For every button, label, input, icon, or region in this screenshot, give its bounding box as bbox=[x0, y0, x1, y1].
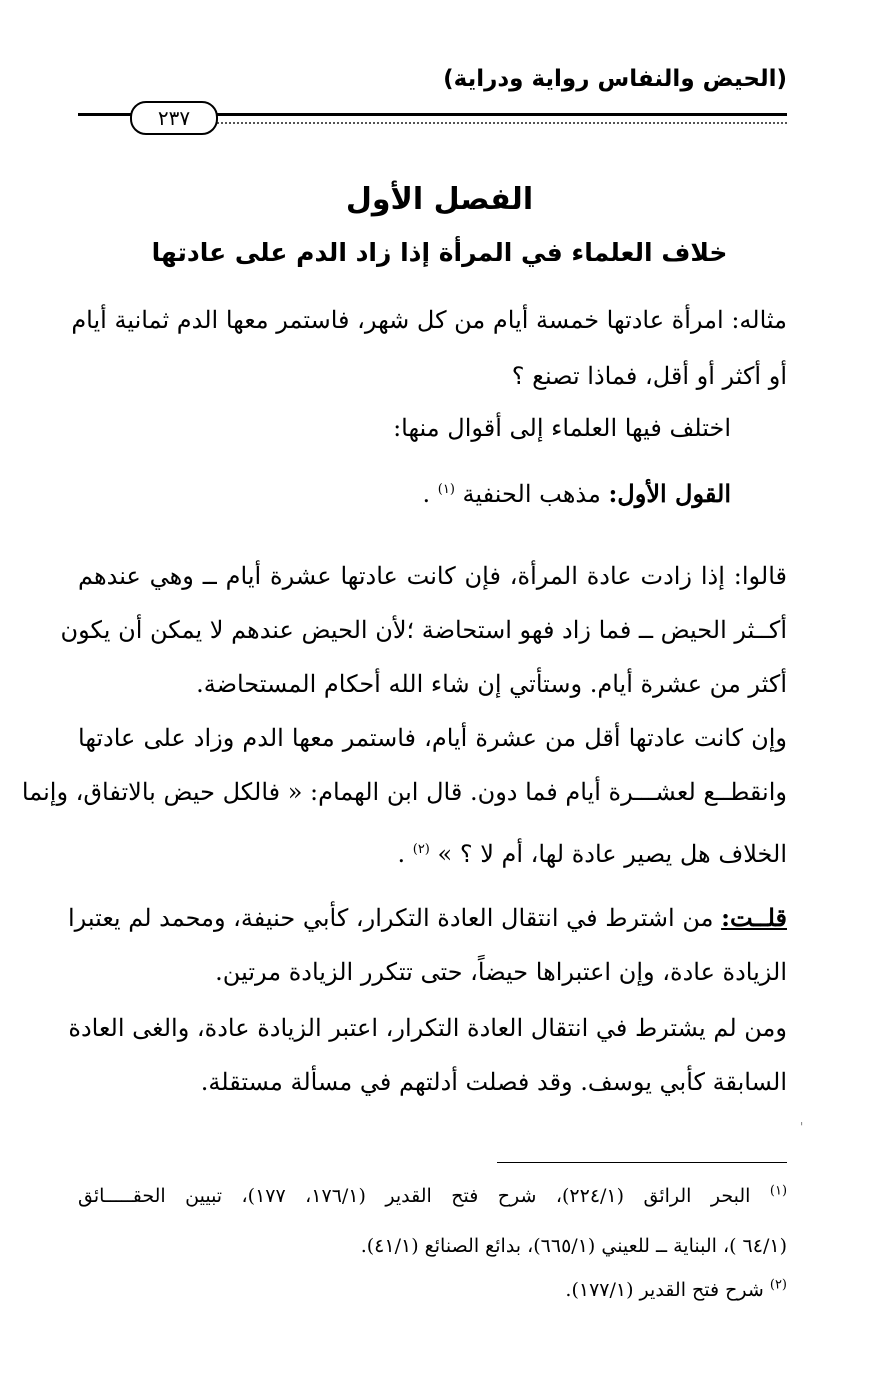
running-header-title: (الحيض والنفاس رواية ودراية) bbox=[443, 66, 787, 92]
body-line-2: أو أكثر أو أقل، فماذا تصنع ؟ bbox=[511, 362, 787, 390]
page-number-badge bbox=[130, 101, 218, 135]
body-line-3: اختلف فيها العلماء إلى أقوال منها: bbox=[393, 414, 731, 442]
first-opinion-label: القول الأول: bbox=[608, 479, 731, 508]
ibn-humam-quote-end: الخلاف هل يصير عادة لها، أم لا ؟ » bbox=[437, 840, 787, 868]
body-line-4-tail: . bbox=[422, 480, 438, 508]
chapter-subtitle: خلاف العلماء في المرأة إذا زاد الدم على عادتها bbox=[151, 238, 728, 267]
footnote-1-text-a: البحر الرائق (٢٢٤/١)، شرح فتح القدير (١٧٦/١، ١٧٧)، تبيين الحقـــــائق bbox=[78, 1185, 770, 1207]
body-line-12: الزيادة عادة، وإن اعتبراها حيضاً، حتى تتكرر الزيادة مرتين. bbox=[215, 958, 787, 986]
author-note-label: قلــت: bbox=[721, 903, 787, 932]
body-line-10-tail: . bbox=[397, 840, 413, 868]
footnote-ref-2: (٢) bbox=[412, 842, 430, 857]
body-line-4 bbox=[422, 478, 731, 510]
footnote-2-number: (٢) bbox=[769, 1277, 787, 1293]
body-line-5: قالوا: إذا زادت عادة المرأة، فإن كانت عادتها عشرة أيام ــ وهي عندهم bbox=[78, 562, 787, 590]
body-line-14: السابقة كأبي يوسف. وقد فصلت أدلتهم في مسألة مستقلة. bbox=[200, 1068, 787, 1096]
body-line-7: أكثر من عشرة أيام. وستأتي إن شاء الله أحكام المستحاضة. bbox=[196, 670, 787, 698]
body-line-1: مثاله: امرأة عادتها خمسة أيام من كل شهر، فاستمر معها الدم ثمانية أيام bbox=[71, 306, 787, 334]
header-dotted-rule bbox=[210, 122, 787, 124]
body-line-9: وانقطــع لعشـــرة أيام فما دون. قال ابن الهمام: « فالكل حيض بالاتفاق، وإنما bbox=[21, 778, 787, 806]
footnote-1-line-2: (٦٤/١ )، البناية ــ للعيني (٦٦٥/١)، بدائع الصنائع (٤١/١). bbox=[360, 1235, 787, 1257]
body-line-10 bbox=[397, 838, 787, 870]
body-line-13: ومن لم يشترط في انتقال العادة التكرار، اعتبر الزيادة عادة، والغى العادة bbox=[68, 1014, 787, 1042]
footnote-separator bbox=[497, 1162, 787, 1163]
footnote-ref-1: (١) bbox=[437, 482, 455, 497]
page-number: ٢٣٧ bbox=[157, 106, 191, 130]
footnote-1-number: (١) bbox=[769, 1183, 788, 1199]
footnote-2 bbox=[565, 1276, 787, 1304]
footnote-1-line-1 bbox=[78, 1182, 787, 1210]
stray-mark: ' bbox=[800, 1120, 804, 1134]
author-note-text: من اشترط في انتقال العادة التكرار، كأبي حنيفة، ومحمد لم يعتبرا bbox=[67, 904, 722, 932]
body-line-6: أكــثر الحيض ــ فما زاد فهو استحاضة ؛لأن الحيض عندهم لا يمكن أن يكون bbox=[60, 616, 787, 644]
footnote-2-text: شرح فتح القدير (١٧٧/١). bbox=[565, 1279, 770, 1301]
first-opinion-text: مذهب الحنفية bbox=[462, 480, 609, 508]
body-line-11 bbox=[67, 902, 787, 934]
body-line-8: وإن كانت عادتها أقل من عشرة أيام، فاستمر معها الدم وزاد على عادتها bbox=[78, 724, 787, 752]
chapter-title: الفصل الأول bbox=[345, 182, 534, 217]
